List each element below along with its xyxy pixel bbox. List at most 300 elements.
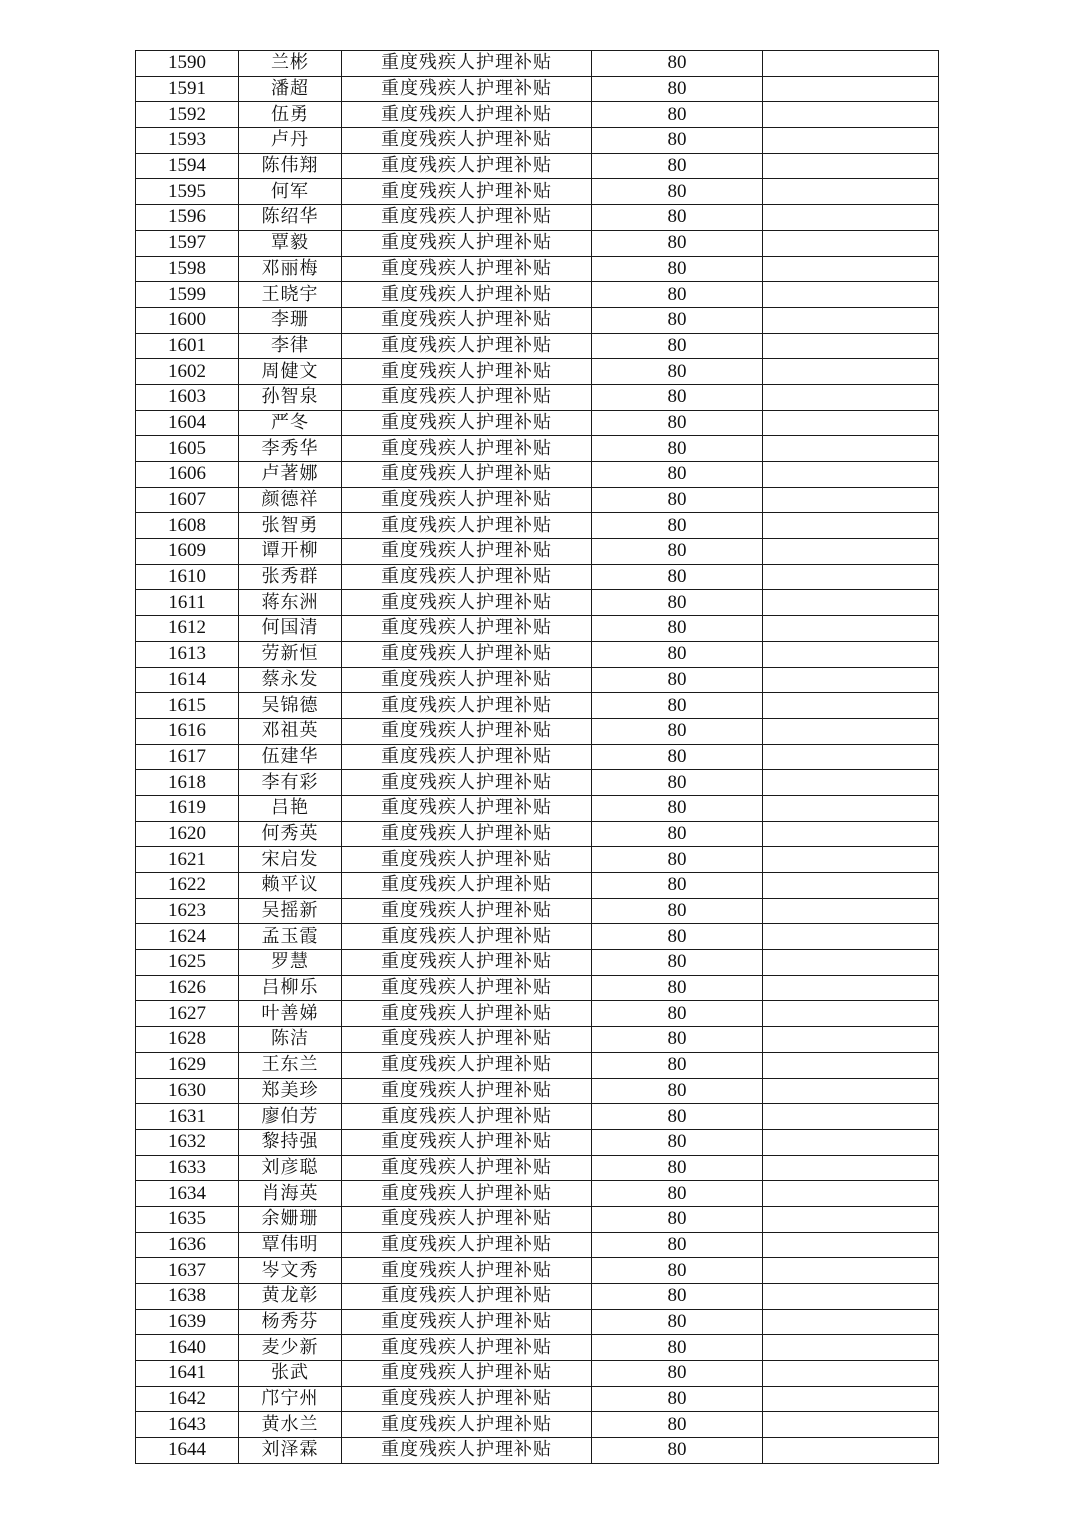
amount-cell: 80 (592, 1155, 763, 1181)
recipient-name-cell: 伍勇 (239, 102, 342, 128)
remark-cell (763, 1027, 939, 1053)
recipient-name-cell: 吴摇新 (239, 898, 342, 924)
remark-cell (763, 898, 939, 924)
subsidy-type-cell: 重度残疾人护理补贴 (342, 821, 592, 847)
remark-cell (763, 1258, 939, 1284)
table-row (136, 795, 939, 821)
row-number-cell: 1590 (136, 51, 239, 77)
table-row (136, 205, 939, 231)
remark-cell (763, 693, 939, 719)
remark-cell (763, 102, 939, 128)
amount-cell: 80 (592, 1078, 763, 1104)
subsidy-type-cell: 重度残疾人护理补贴 (342, 667, 592, 693)
table-row (136, 975, 939, 1001)
amount-cell: 80 (592, 564, 763, 590)
recipient-name-cell: 岑文秀 (239, 1258, 342, 1284)
remark-cell (763, 1181, 939, 1207)
table-row (136, 128, 939, 154)
amount-cell: 80 (592, 667, 763, 693)
remark-cell (763, 1284, 939, 1310)
recipient-name-cell: 周健文 (239, 359, 342, 385)
row-number-cell: 1638 (136, 1284, 239, 1310)
row-number-cell: 1616 (136, 718, 239, 744)
row-number-cell: 1630 (136, 1078, 239, 1104)
remark-cell (763, 462, 939, 488)
remark-cell (763, 590, 939, 616)
subsidy-type-cell: 重度残疾人护理补贴 (342, 462, 592, 488)
recipient-name-cell: 覃伟明 (239, 1232, 342, 1258)
table-row (136, 462, 939, 488)
remark-cell (763, 950, 939, 976)
amount-cell: 80 (592, 924, 763, 950)
recipient-name-cell: 蔡永发 (239, 667, 342, 693)
subsidy-type-cell: 重度残疾人护理补贴 (342, 924, 592, 950)
table-row (136, 513, 939, 539)
remark-cell (763, 718, 939, 744)
row-number-cell: 1621 (136, 847, 239, 873)
subsidy-type-cell: 重度残疾人护理补贴 (342, 205, 592, 231)
recipient-name-cell: 潘超 (239, 76, 342, 102)
row-number-cell: 1633 (136, 1155, 239, 1181)
subsidy-type-cell: 重度残疾人护理补贴 (342, 153, 592, 179)
remark-cell (763, 1078, 939, 1104)
remark-cell (763, 153, 939, 179)
subsidy-type-cell: 重度残疾人护理补贴 (342, 770, 592, 796)
amount-cell: 80 (592, 1232, 763, 1258)
table-row (136, 1412, 939, 1438)
table-row (136, 51, 939, 77)
recipient-name-cell: 麦少新 (239, 1335, 342, 1361)
subsidy-type-cell: 重度残疾人护理补贴 (342, 873, 592, 899)
subsidy-table (135, 50, 939, 1464)
table-row (136, 744, 939, 770)
row-number-cell: 1613 (136, 641, 239, 667)
table-row (136, 1284, 939, 1310)
subsidy-type-cell: 重度残疾人护理补贴 (342, 513, 592, 539)
row-number-cell: 1601 (136, 333, 239, 359)
row-number-cell: 1636 (136, 1232, 239, 1258)
recipient-name-cell: 杨秀芬 (239, 1309, 342, 1335)
remark-cell (763, 1104, 939, 1130)
amount-cell: 80 (592, 1052, 763, 1078)
remark-cell (763, 179, 939, 205)
recipient-name-cell: 刘彦聪 (239, 1155, 342, 1181)
amount-cell: 80 (592, 898, 763, 924)
recipient-name-cell: 廖伯芳 (239, 1104, 342, 1130)
remark-cell (763, 1052, 939, 1078)
row-number-cell: 1603 (136, 384, 239, 410)
recipient-name-cell: 孙智泉 (239, 384, 342, 410)
table-row (136, 1181, 939, 1207)
row-number-cell: 1642 (136, 1386, 239, 1412)
table-row (136, 1155, 939, 1181)
remark-cell (763, 1386, 939, 1412)
remark-cell (763, 873, 939, 899)
recipient-name-cell: 吴锦德 (239, 693, 342, 719)
subsidy-type-cell: 重度残疾人护理补贴 (342, 282, 592, 308)
remark-cell (763, 770, 939, 796)
amount-cell: 80 (592, 1181, 763, 1207)
remark-cell (763, 847, 939, 873)
row-number-cell: 1635 (136, 1206, 239, 1232)
subsidy-type-cell: 重度残疾人护理补贴 (342, 333, 592, 359)
subsidy-type-cell: 重度残疾人护理补贴 (342, 436, 592, 462)
table-row (136, 1129, 939, 1155)
subsidy-type-cell: 重度残疾人护理补贴 (342, 693, 592, 719)
remark-cell (763, 616, 939, 642)
row-number-cell: 1591 (136, 76, 239, 102)
recipient-name-cell: 邓丽梅 (239, 256, 342, 282)
subsidy-type-cell: 重度残疾人护理补贴 (342, 847, 592, 873)
table-row (136, 1386, 939, 1412)
recipient-name-cell: 李珊 (239, 307, 342, 333)
recipient-name-cell: 王晓宇 (239, 282, 342, 308)
subsidy-type-cell: 重度残疾人护理补贴 (342, 950, 592, 976)
row-number-cell: 1641 (136, 1361, 239, 1387)
recipient-name-cell: 黄水兰 (239, 1412, 342, 1438)
table-row (136, 487, 939, 513)
subsidy-type-cell: 重度残疾人护理补贴 (342, 616, 592, 642)
remark-cell (763, 256, 939, 282)
remark-cell (763, 795, 939, 821)
remark-cell (763, 744, 939, 770)
subsidy-type-cell: 重度残疾人护理补贴 (342, 179, 592, 205)
table-row (136, 282, 939, 308)
remark-cell (763, 539, 939, 565)
remark-cell (763, 487, 939, 513)
remark-cell (763, 282, 939, 308)
subsidy-type-cell: 重度残疾人护理补贴 (342, 487, 592, 513)
amount-cell: 80 (592, 641, 763, 667)
remark-cell (763, 513, 939, 539)
subsidy-type-cell: 重度残疾人护理补贴 (342, 718, 592, 744)
amount-cell: 80 (592, 1284, 763, 1310)
row-number-cell: 1629 (136, 1052, 239, 1078)
table-row (136, 307, 939, 333)
amount-cell: 80 (592, 513, 763, 539)
subsidy-type-cell: 重度残疾人护理补贴 (342, 1001, 592, 1027)
table-row (136, 667, 939, 693)
recipient-name-cell: 卢著娜 (239, 462, 342, 488)
remark-cell (763, 51, 939, 77)
recipient-name-cell: 邓祖英 (239, 718, 342, 744)
table-row (136, 1361, 939, 1387)
row-number-cell: 1631 (136, 1104, 239, 1130)
amount-cell: 80 (592, 153, 763, 179)
amount-cell: 80 (592, 1027, 763, 1053)
subsidy-type-cell: 重度残疾人护理补贴 (342, 1361, 592, 1387)
remark-cell (763, 1232, 939, 1258)
row-number-cell: 1595 (136, 179, 239, 205)
recipient-name-cell: 李律 (239, 333, 342, 359)
remark-cell (763, 667, 939, 693)
table-row (136, 873, 939, 899)
amount-cell: 80 (592, 487, 763, 513)
remark-cell (763, 641, 939, 667)
row-number-cell: 1628 (136, 1027, 239, 1053)
recipient-name-cell: 严冬 (239, 410, 342, 436)
row-number-cell: 1617 (136, 744, 239, 770)
remark-cell (763, 1335, 939, 1361)
amount-cell: 80 (592, 359, 763, 385)
amount-cell: 80 (592, 76, 763, 102)
amount-cell: 80 (592, 282, 763, 308)
recipient-name-cell: 赖平议 (239, 873, 342, 899)
subsidy-type-cell: 重度残疾人护理补贴 (342, 1052, 592, 1078)
row-number-cell: 1634 (136, 1181, 239, 1207)
subsidy-type-cell: 重度残疾人护理补贴 (342, 102, 592, 128)
table-row (136, 76, 939, 102)
row-number-cell: 1623 (136, 898, 239, 924)
amount-cell: 80 (592, 436, 763, 462)
table-row (136, 230, 939, 256)
recipient-name-cell: 卢丹 (239, 128, 342, 154)
row-number-cell: 1625 (136, 950, 239, 976)
amount-cell: 80 (592, 770, 763, 796)
amount-cell: 80 (592, 1412, 763, 1438)
row-number-cell: 1598 (136, 256, 239, 282)
subsidy-type-cell: 重度残疾人护理补贴 (342, 1284, 592, 1310)
recipient-name-cell: 何秀英 (239, 821, 342, 847)
remark-cell (763, 1206, 939, 1232)
recipient-name-cell: 张秀群 (239, 564, 342, 590)
remark-cell (763, 1001, 939, 1027)
subsidy-type-cell: 重度残疾人护理补贴 (342, 384, 592, 410)
amount-cell: 80 (592, 462, 763, 488)
subsidy-type-cell: 重度残疾人护理补贴 (342, 1335, 592, 1361)
amount-cell: 80 (592, 1386, 763, 1412)
recipient-name-cell: 覃毅 (239, 230, 342, 256)
amount-cell: 80 (592, 873, 763, 899)
row-number-cell: 1609 (136, 539, 239, 565)
recipient-name-cell: 李有彩 (239, 770, 342, 796)
row-number-cell: 1614 (136, 667, 239, 693)
amount-cell: 80 (592, 102, 763, 128)
row-number-cell: 1605 (136, 436, 239, 462)
recipient-name-cell: 叶善娣 (239, 1001, 342, 1027)
row-number-cell: 1644 (136, 1438, 239, 1464)
recipient-name-cell: 兰彬 (239, 51, 342, 77)
subsidy-type-cell: 重度残疾人护理补贴 (342, 1386, 592, 1412)
remark-cell (763, 1412, 939, 1438)
recipient-name-cell: 吕柳乐 (239, 975, 342, 1001)
row-number-cell: 1624 (136, 924, 239, 950)
subsidy-type-cell: 重度残疾人护理补贴 (342, 590, 592, 616)
amount-cell: 80 (592, 847, 763, 873)
remark-cell (763, 821, 939, 847)
subsidy-type-cell: 重度残疾人护理补贴 (342, 898, 592, 924)
row-number-cell: 1619 (136, 795, 239, 821)
table-row (136, 616, 939, 642)
subsidy-type-cell: 重度残疾人护理补贴 (342, 1129, 592, 1155)
amount-cell: 80 (592, 1309, 763, 1335)
subsidy-type-cell: 重度残疾人护理补贴 (342, 359, 592, 385)
amount-cell: 80 (592, 975, 763, 1001)
row-number-cell: 1626 (136, 975, 239, 1001)
recipient-name-cell: 邝宁州 (239, 1386, 342, 1412)
subsidy-type-cell: 重度残疾人护理补贴 (342, 641, 592, 667)
row-number-cell: 1612 (136, 616, 239, 642)
table-row (136, 641, 939, 667)
subsidy-type-cell: 重度残疾人护理补贴 (342, 795, 592, 821)
amount-cell: 80 (592, 1361, 763, 1387)
remark-cell (763, 384, 939, 410)
recipient-name-cell: 颜德祥 (239, 487, 342, 513)
amount-cell: 80 (592, 128, 763, 154)
table-row (136, 1052, 939, 1078)
recipient-name-cell: 陈伟翔 (239, 153, 342, 179)
row-number-cell: 1637 (136, 1258, 239, 1284)
amount-cell: 80 (592, 950, 763, 976)
amount-cell: 80 (592, 384, 763, 410)
table-row (136, 539, 939, 565)
table-row (136, 333, 939, 359)
recipient-name-cell: 罗慧 (239, 950, 342, 976)
subsidy-type-cell: 重度残疾人护理补贴 (342, 51, 592, 77)
recipient-name-cell: 谭开柳 (239, 539, 342, 565)
remark-cell (763, 1309, 939, 1335)
table-row (136, 564, 939, 590)
row-number-cell: 1610 (136, 564, 239, 590)
recipient-name-cell: 黎持强 (239, 1129, 342, 1155)
remark-cell (763, 1438, 939, 1464)
row-number-cell: 1622 (136, 873, 239, 899)
row-number-cell: 1594 (136, 153, 239, 179)
row-number-cell: 1620 (136, 821, 239, 847)
row-number-cell: 1592 (136, 102, 239, 128)
subsidy-type-cell: 重度残疾人护理补贴 (342, 1258, 592, 1284)
amount-cell: 80 (592, 1438, 763, 1464)
row-number-cell: 1599 (136, 282, 239, 308)
table-row (136, 950, 939, 976)
subsidy-type-cell: 重度残疾人护理补贴 (342, 744, 592, 770)
table-row (136, 153, 939, 179)
recipient-name-cell: 陈绍华 (239, 205, 342, 231)
table-row (136, 821, 939, 847)
subsidy-type-cell: 重度残疾人护理补贴 (342, 564, 592, 590)
row-number-cell: 1593 (136, 128, 239, 154)
subsidy-type-cell: 重度残疾人护理补贴 (342, 1027, 592, 1053)
amount-cell: 80 (592, 795, 763, 821)
row-number-cell: 1604 (136, 410, 239, 436)
recipient-name-cell: 孟玉霞 (239, 924, 342, 950)
subsidy-type-cell: 重度残疾人护理补贴 (342, 1155, 592, 1181)
table-row (136, 898, 939, 924)
row-number-cell: 1600 (136, 307, 239, 333)
table-row (136, 1104, 939, 1130)
remark-cell (763, 410, 939, 436)
row-number-cell: 1597 (136, 230, 239, 256)
table-row (136, 924, 939, 950)
amount-cell: 80 (592, 1104, 763, 1130)
table-row (136, 1078, 939, 1104)
subsidy-type-cell: 重度残疾人护理补贴 (342, 410, 592, 436)
recipient-name-cell: 张武 (239, 1361, 342, 1387)
subsidy-type-cell: 重度残疾人护理补贴 (342, 256, 592, 282)
amount-cell: 80 (592, 821, 763, 847)
subsidy-type-cell: 重度残疾人护理补贴 (342, 128, 592, 154)
row-number-cell: 1607 (136, 487, 239, 513)
amount-cell: 80 (592, 307, 763, 333)
remark-cell (763, 1361, 939, 1387)
table-row (136, 1232, 939, 1258)
amount-cell: 80 (592, 744, 763, 770)
recipient-name-cell: 肖海英 (239, 1181, 342, 1207)
subsidy-type-cell: 重度残疾人护理补贴 (342, 1438, 592, 1464)
table-row (136, 1438, 939, 1464)
row-number-cell: 1596 (136, 205, 239, 231)
amount-cell: 80 (592, 51, 763, 77)
remark-cell (763, 205, 939, 231)
recipient-name-cell: 刘泽霖 (239, 1438, 342, 1464)
table-row (136, 1258, 939, 1284)
amount-cell: 80 (592, 539, 763, 565)
amount-cell: 80 (592, 1335, 763, 1361)
row-number-cell: 1602 (136, 359, 239, 385)
amount-cell: 80 (592, 179, 763, 205)
table-row (136, 359, 939, 385)
recipient-name-cell: 王东兰 (239, 1052, 342, 1078)
table-row (136, 410, 939, 436)
amount-cell: 80 (592, 1206, 763, 1232)
table-row (136, 693, 939, 719)
row-number-cell: 1618 (136, 770, 239, 796)
table-row (136, 102, 939, 128)
amount-cell: 80 (592, 616, 763, 642)
row-number-cell: 1606 (136, 462, 239, 488)
remark-cell (763, 564, 939, 590)
amount-cell: 80 (592, 230, 763, 256)
recipient-name-cell: 张智勇 (239, 513, 342, 539)
row-number-cell: 1611 (136, 590, 239, 616)
row-number-cell: 1627 (136, 1001, 239, 1027)
table-row (136, 1206, 939, 1232)
amount-cell: 80 (592, 590, 763, 616)
remark-cell (763, 307, 939, 333)
table-row (136, 256, 939, 282)
recipient-name-cell: 蒋东洲 (239, 590, 342, 616)
remark-cell (763, 436, 939, 462)
amount-cell: 80 (592, 693, 763, 719)
row-number-cell: 1639 (136, 1309, 239, 1335)
amount-cell: 80 (592, 410, 763, 436)
table-row (136, 436, 939, 462)
table-row (136, 1027, 939, 1053)
recipient-name-cell: 何国清 (239, 616, 342, 642)
subsidy-type-cell: 重度残疾人护理补贴 (342, 975, 592, 1001)
table-row (136, 1335, 939, 1361)
amount-cell: 80 (592, 1258, 763, 1284)
recipient-name-cell: 黄龙彰 (239, 1284, 342, 1310)
table-body (136, 51, 939, 1464)
remark-cell (763, 128, 939, 154)
subsidy-type-cell: 重度残疾人护理补贴 (342, 1078, 592, 1104)
table-row (136, 179, 939, 205)
subsidy-type-cell: 重度残疾人护理补贴 (342, 539, 592, 565)
amount-cell: 80 (592, 256, 763, 282)
remark-cell (763, 359, 939, 385)
remark-cell (763, 230, 939, 256)
row-number-cell: 1643 (136, 1412, 239, 1438)
subsidy-type-cell: 重度残疾人护理补贴 (342, 76, 592, 102)
subsidy-type-cell: 重度残疾人护理补贴 (342, 1232, 592, 1258)
remark-cell (763, 333, 939, 359)
table-row (136, 1309, 939, 1335)
recipient-name-cell: 何军 (239, 179, 342, 205)
recipient-name-cell: 劳新恒 (239, 641, 342, 667)
table-row (136, 384, 939, 410)
subsidy-type-cell: 重度残疾人护理补贴 (342, 1309, 592, 1335)
